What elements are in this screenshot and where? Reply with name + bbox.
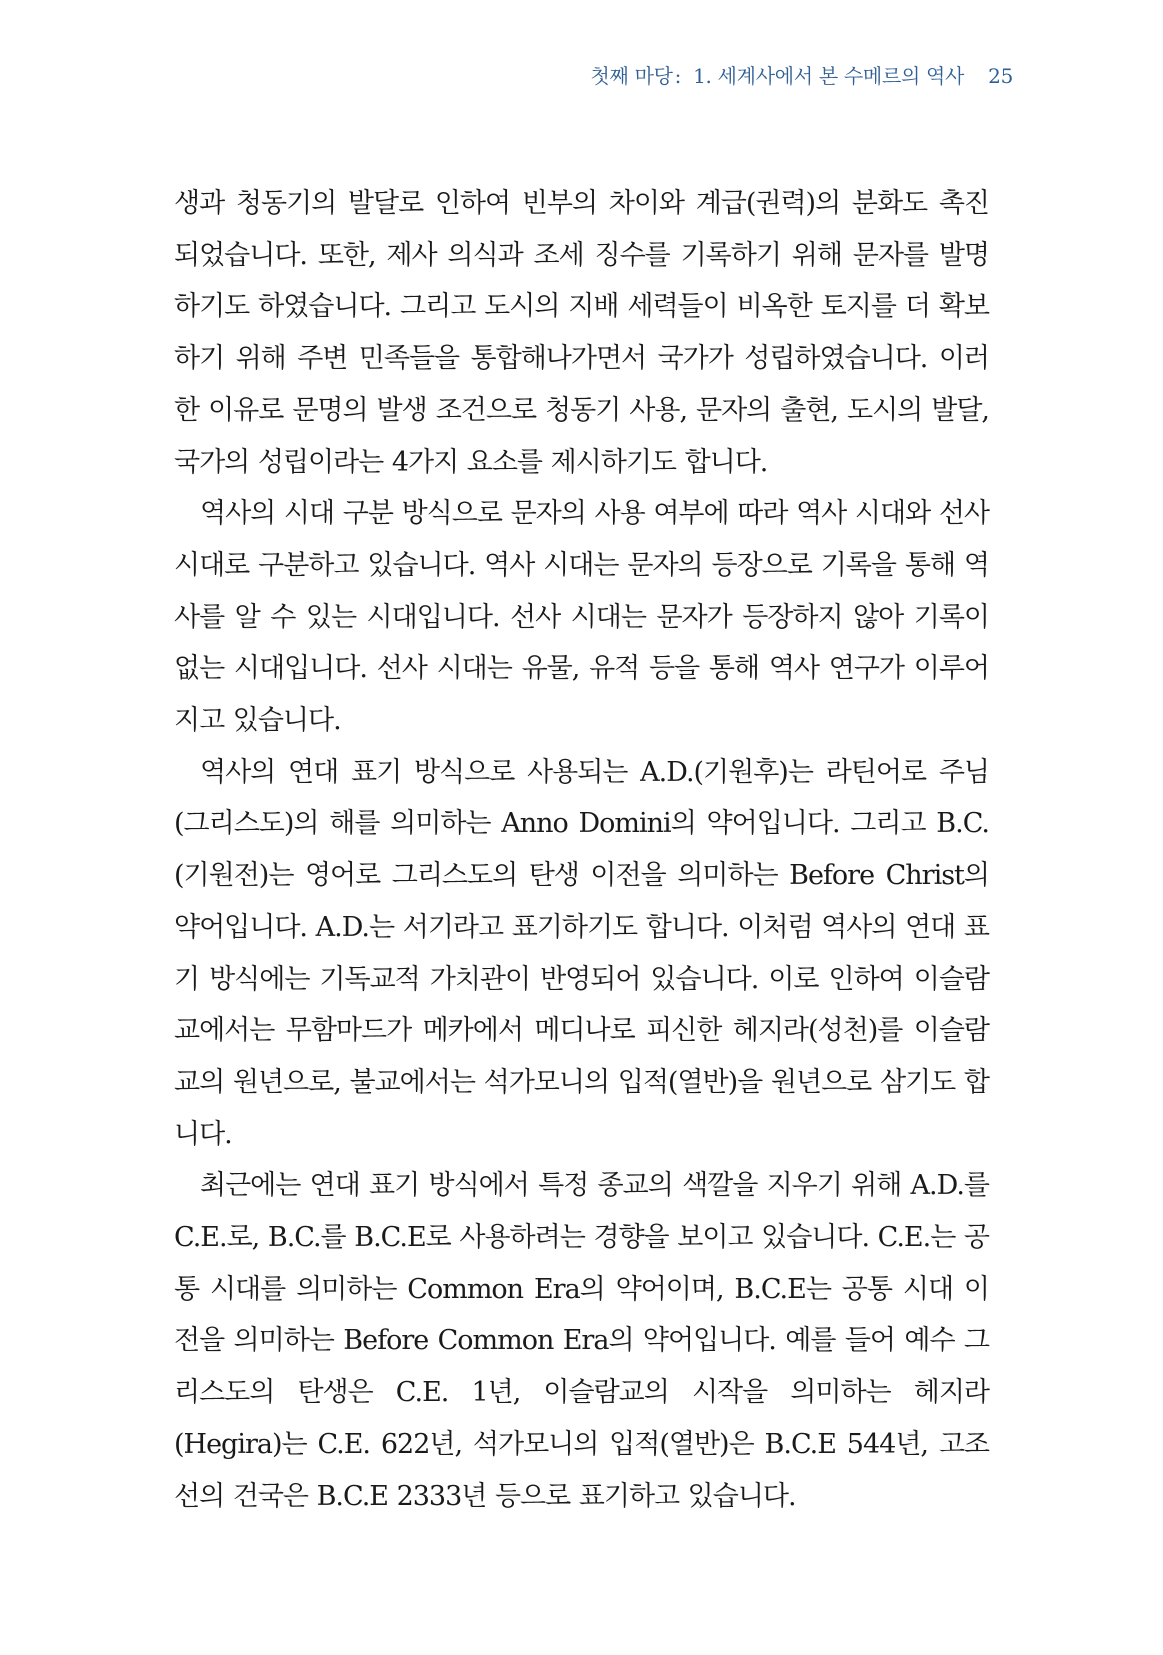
paragraph-ce-bce: 최근에는 연대 표기 방식에서 특정 종교의 색깔을 지우기 위해 A.D.를 C.E.로, B.C.를 B.C.E로 사용하려는 경향을 보이고 있습니다. C.E.는 공통 시대를 의미하는 Common Era의 약어이며, B.C.E는 공통 시대 이전을 의미하는 Before Common Era의 약어입니다. 예를 들어 예수 그리스도의 탄생은 C.E. 1년, 이슬람교의 시작을 의미하는 헤지라(Hegira)는 C.E. 622년, 석가모니의 입적(열반)은 B.C.E 544년, 고조선의 건국은 B.C.E 2333년 등으로 표기하고 있습니다. <box>174 1170 989 1512</box>
paragraph-era-division: 역사의 시대 구분 방식으로 문자의 사용 여부에 따라 역사 시대와 선사 시대로 구분하고 있습니다. 역사 시대는 문자의 등장으로 기록을 통해 역사를 알 수 있는 시대입니다. 선사 시대는 문자가 등장하지 않아 기록이 없는 시대입니다. 선사 시대는 유물, 유적 등을 통해 역사 연구가 이루어지고 있습니다. <box>174 498 989 737</box>
header-chapter: 1. 세계사에서 본 수메르의 역사 <box>693 64 965 88</box>
header-separator: : <box>674 64 682 88</box>
paragraph-continuation: 생과 청동기의 발달로 인하여 빈부의 차이와 계급(권력)의 분화도 촉진되었습니다. 또한, 제사 의식과 조세 징수를 기록하기 위해 문자를 발명하기도 하였습니다. 그리고 도시의 지배 세력들이 비옥한 토지를 더 확보하기 위해 주변 민족들을 통합해나가면서 국가가 성립하였습니다. 이러한 이유로 문명의 발생 조건으로 청동기 사용, 문자의 출현, 도시의 발달, 국가의 성립이라는 4가지 요소를 제시하기도 합니다. <box>174 188 989 478</box>
header-section: 첫째 마당 <box>590 64 673 88</box>
body-text <box>174 178 989 1522</box>
page-number: 25 <box>988 64 1013 88</box>
paragraph-ad-bc: 역사의 연대 표기 방식으로 사용되는 A.D.(기원후)는 라틴어로 주님(그리스도)의 해를 의미하는 Anno Domini의 약어입니다. 그리고 B.C.(기원전)는 영어로 그리스도의 탄생 이전을 의미하는 Before Christ의 약어입니다. A.D.는 서기라고 표기하기도 합니다. 이처럼 역사의 연대 표기 방식에는 기독교적 가치관이 반영되어 있습니다. 이로 인하여 이슬람교에서는 무함마드가 메카에서 메디나로 피신한 헤지라(성천)를 이슬람교의 원년으로, 불교에서는 석가모니의 입적(열반)을 원년으로 삼기도 합니다. <box>174 756 989 1150</box>
running-header <box>590 60 1013 89</box>
